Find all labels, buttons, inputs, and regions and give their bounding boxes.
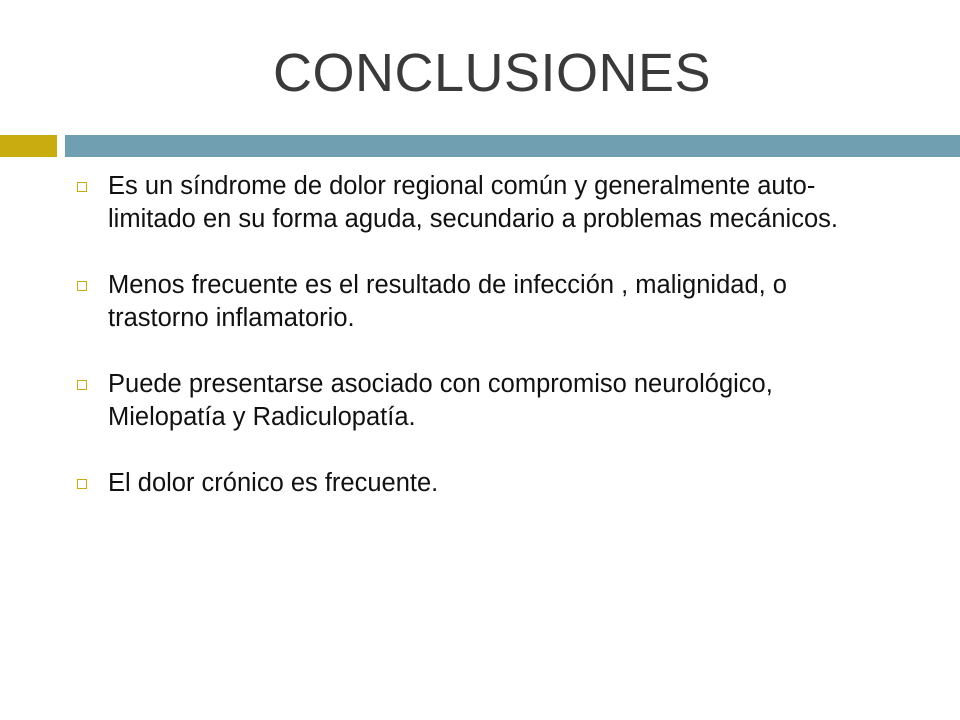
bullet-text: El dolor crónico es frecuente. [108,469,439,497]
square-bullet-icon [77,479,87,489]
bullet-item [74,170,874,236]
slide-title: CONCLUSIONES [272,43,712,103]
bullet-text: Menos frecuente es el resultado de infección , malignidad, o trastorno inflamatorio. [108,271,787,332]
bullet-text: Puede presentarse asociado con compromiso neurológico, Mielopatía y Radiculopatía. [108,370,773,431]
accent-bar-blue [65,135,960,157]
square-bullet-icon [77,182,87,192]
square-bullet-icon [77,281,87,291]
accent-bar-gold [0,135,57,157]
bullet-item [74,467,874,500]
bullet-text: Es un síndrome de dolor regional común y generalmente auto-limitado en su forma aguda, secundario a problemas mecánicos. [108,172,838,233]
bullet-item [74,368,874,434]
square-bullet-icon [77,380,87,390]
bullet-list [74,170,874,533]
bullet-item [74,269,874,335]
